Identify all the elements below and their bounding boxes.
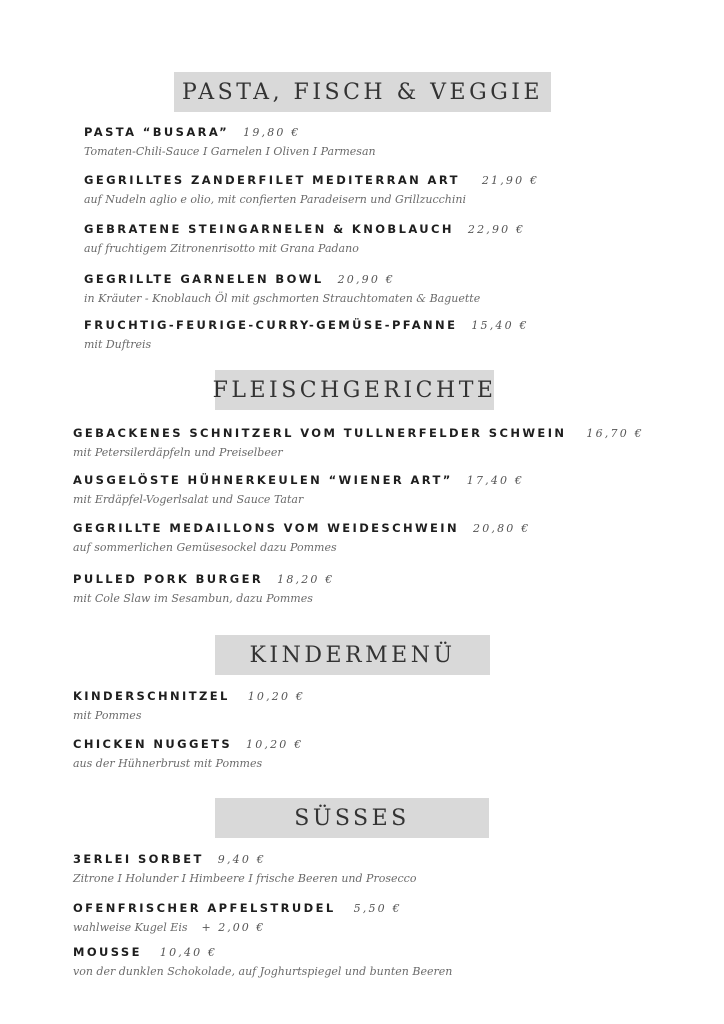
item-price: 20,80 € [473, 522, 531, 535]
item-description: von der dunklen Schokolade, auf Joghurtspiegel und bunten Beeren [73, 965, 453, 978]
menu-item [73, 571, 335, 607]
item-name: OFENFRISCHER APFELSTRUDEL [73, 901, 336, 915]
item-name: PULLED PORK BURGER [73, 572, 264, 586]
item-price: 16,70 € [586, 427, 644, 440]
item-description: auf fruchtigem Zitronenrisotto mit Grana Padano [84, 242, 359, 255]
item-price: 10,20 € [247, 690, 306, 703]
menu-item [73, 900, 402, 936]
item-description: Zitrone I Holunder I Himbeere I frische Beeren und Prosecco [73, 872, 417, 885]
item-description: mit Petersilerdäpfeln und Preiselbeer [73, 446, 283, 459]
item-price: 21,90 € [481, 174, 540, 187]
item-description: auf Nudeln aglio e olio, mit confierten Paradeisern und Grillzucchini [84, 193, 467, 206]
menu-item [84, 271, 480, 307]
item-price: 5,50 € [353, 902, 402, 915]
item-description: in Kräuter - Knoblauch Öl mit gschmorten Strauchtomaten & Baguette [84, 292, 481, 305]
item-name: GEBACKENES SCHNITZERL VOM TULLNERFELDER SCHWEIN [73, 426, 567, 440]
item-description: auf sommerlichen Gemüsesockel dazu Pommes [73, 541, 337, 554]
item-price: 22,90 € [467, 223, 526, 236]
section-title-pasta: PASTA, FISCH & VEGGIE [174, 72, 551, 112]
menu-item [73, 851, 416, 887]
item-price: 17,40 € [466, 474, 525, 487]
item-description: mit Cole Slaw im Sesambun, dazu Pommes [73, 592, 313, 605]
item-name: MOUSSE [73, 945, 142, 959]
item-name: GEGRILLTES ZANDERFILET MEDITERRAN ART [84, 173, 460, 187]
menu-item [73, 425, 644, 461]
menu-item [73, 688, 305, 724]
item-name: 3ERLEI SORBET [73, 852, 204, 866]
item-price: 15,40 € [471, 319, 529, 332]
item-description: mit Duftreis [84, 338, 152, 351]
section-title-fleisch: FLEISCHGERICHTE [215, 370, 494, 410]
menu-item [84, 317, 529, 353]
item-name: CHICKEN NUGGETS [73, 737, 233, 751]
menu-item [84, 124, 376, 160]
item-description: aus der Hühnerbrust mit Pommes [73, 757, 263, 770]
item-description-text: wahlweise Kugel Eis [73, 921, 188, 934]
item-price: 10,40 € [159, 946, 218, 959]
section-title-kindermenu: KINDERMENÜ [215, 635, 490, 675]
menu-item [73, 736, 303, 772]
item-price: 19,80 € [243, 126, 301, 139]
item-extra-price: + 2,00 € [201, 921, 266, 934]
item-price: 18,20 € [277, 573, 335, 586]
item-price: 20,90 € [337, 273, 395, 286]
item-description: mit Erdäpfel-Vogerlsalat und Sauce Tatar [73, 493, 304, 506]
item-name: PASTA “BUSARA” [84, 125, 230, 139]
item-name: GEBRATENE STEINGARNELEN & KNOBLAUCH [84, 222, 454, 236]
menu-item [84, 221, 525, 257]
item-name: AUSGELÖSTE HÜHNERKEULEN “WIENER ART” [73, 473, 453, 487]
item-description [73, 920, 402, 936]
item-price: 9,40 € [217, 853, 266, 866]
section-title-suesses: SÜSSES [215, 798, 489, 838]
item-name: GEGRILLTE GARNELEN BOWL [84, 272, 324, 286]
item-name: KINDERSCHNITZEL [73, 689, 230, 703]
item-description: Tomaten-Chili-Sauce I Garnelen I Oliven I Parmesan [84, 145, 376, 158]
item-description: mit Pommes [73, 709, 142, 722]
menu-item [84, 172, 539, 208]
item-price: 10,20 € [246, 738, 304, 751]
menu-item [73, 520, 530, 556]
item-name: FRUCHTIG-FEURIGE-CURRY-GEMÜSE-PFANNE [84, 318, 458, 332]
menu-item [73, 944, 452, 980]
item-name: GEGRILLTE MEDAILLONS VOM WEIDESCHWEIN [73, 521, 460, 535]
menu-item [73, 472, 524, 508]
